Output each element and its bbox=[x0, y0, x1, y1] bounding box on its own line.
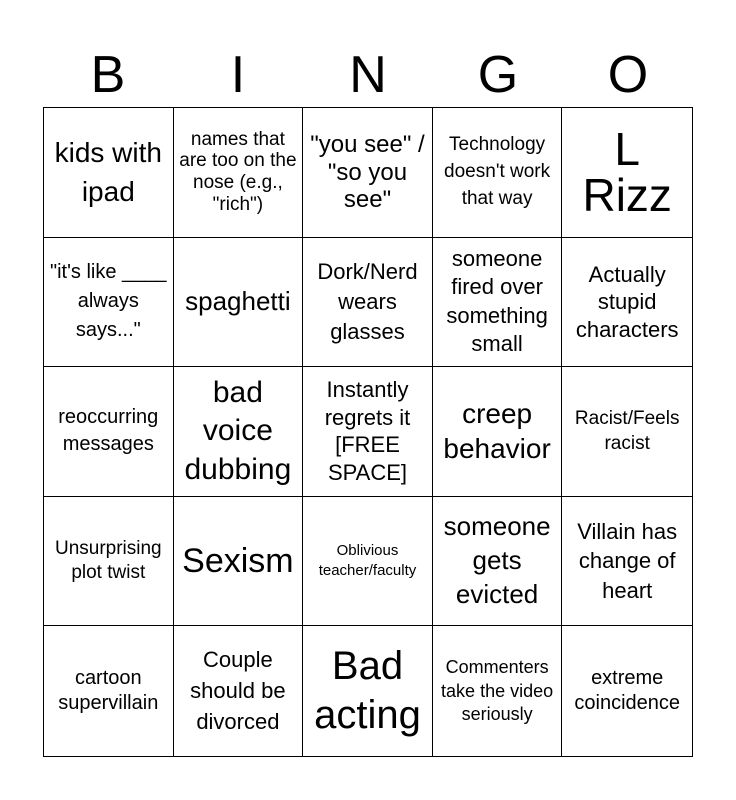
cell-text: Dork/Nerd wears glasses bbox=[317, 259, 418, 344]
bingo-cell[interactable] bbox=[303, 108, 433, 238]
cell-text: creep behavior bbox=[443, 398, 551, 465]
bingo-cell[interactable] bbox=[44, 238, 174, 368]
bingo-cell[interactable] bbox=[433, 497, 563, 627]
header-letter-i: I bbox=[230, 46, 246, 104]
bingo-cell[interactable] bbox=[562, 108, 692, 238]
cell-text: Sexism bbox=[182, 541, 294, 580]
cell-text: extreme coincidence bbox=[574, 667, 680, 715]
bingo-cell[interactable] bbox=[562, 367, 692, 497]
cell-text: bad voice dubbing bbox=[184, 375, 292, 486]
cell-text: someone gets evicted bbox=[443, 511, 551, 609]
bingo-cell[interactable] bbox=[303, 497, 433, 627]
bingo-cell[interactable] bbox=[44, 626, 174, 756]
bingo-cell[interactable] bbox=[44, 497, 174, 627]
cell-text: Commenters take the video seriously bbox=[441, 657, 554, 724]
bingo-header bbox=[43, 42, 693, 108]
cell-text: cartoon supervillain bbox=[58, 667, 159, 715]
bingo-cell[interactable] bbox=[562, 626, 692, 756]
bingo-cell[interactable] bbox=[433, 626, 563, 756]
cell-text: kids with ipad bbox=[54, 137, 162, 208]
bingo-cell[interactable] bbox=[174, 367, 304, 497]
bingo-cell[interactable] bbox=[433, 108, 563, 238]
header-letter-n: N bbox=[349, 46, 387, 104]
bingo-cell[interactable] bbox=[303, 238, 433, 368]
bingo-cell[interactable] bbox=[174, 497, 304, 627]
header-letter-g: G bbox=[477, 46, 519, 104]
bingo-cell[interactable] bbox=[44, 108, 174, 238]
cell-text: reoccurring messages bbox=[58, 406, 159, 456]
cell-text: Instantly regrets it [FREE SPACE] bbox=[324, 377, 411, 485]
cell-text: names that are too on the nose (e.g., "rich") bbox=[179, 128, 297, 216]
header-letter-o: O bbox=[607, 46, 649, 104]
cell-text: L Rizz bbox=[582, 123, 672, 222]
cell-text: Villain has change of heart bbox=[577, 518, 678, 603]
cell-text: Unsurprising plot twist bbox=[54, 538, 162, 584]
bingo-cell[interactable] bbox=[174, 626, 304, 756]
cell-text: someone fired over something small bbox=[446, 245, 548, 357]
bingo-cell[interactable] bbox=[562, 238, 692, 368]
cell-text: spaghetti bbox=[185, 286, 291, 317]
bingo-cell[interactable] bbox=[303, 367, 433, 497]
bingo-cell[interactable] bbox=[174, 238, 304, 368]
cell-text: "you see" / "so you see" bbox=[310, 130, 425, 214]
bingo-cell[interactable] bbox=[303, 626, 433, 756]
cell-text: "it's like ____ always says..." bbox=[50, 261, 167, 342]
bingo-cell[interactable] bbox=[433, 367, 563, 497]
cell-text: Oblivious teacher/faculty bbox=[318, 541, 417, 580]
bingo-cell[interactable] bbox=[174, 108, 304, 238]
bingo-cell[interactable] bbox=[433, 238, 563, 368]
bingo-cell[interactable] bbox=[562, 497, 692, 627]
bingo-cell[interactable] bbox=[44, 367, 174, 497]
cell-text: Couple should be divorced bbox=[190, 647, 286, 734]
header-letter-b: B bbox=[90, 46, 126, 104]
cell-text: Bad acting bbox=[314, 644, 421, 738]
bingo-board bbox=[43, 107, 693, 757]
cell-text: Racist/Feels racist bbox=[574, 407, 680, 455]
cell-text: Actually stupid characters bbox=[575, 261, 679, 342]
cell-text: Technology doesn't work that way bbox=[444, 134, 551, 209]
